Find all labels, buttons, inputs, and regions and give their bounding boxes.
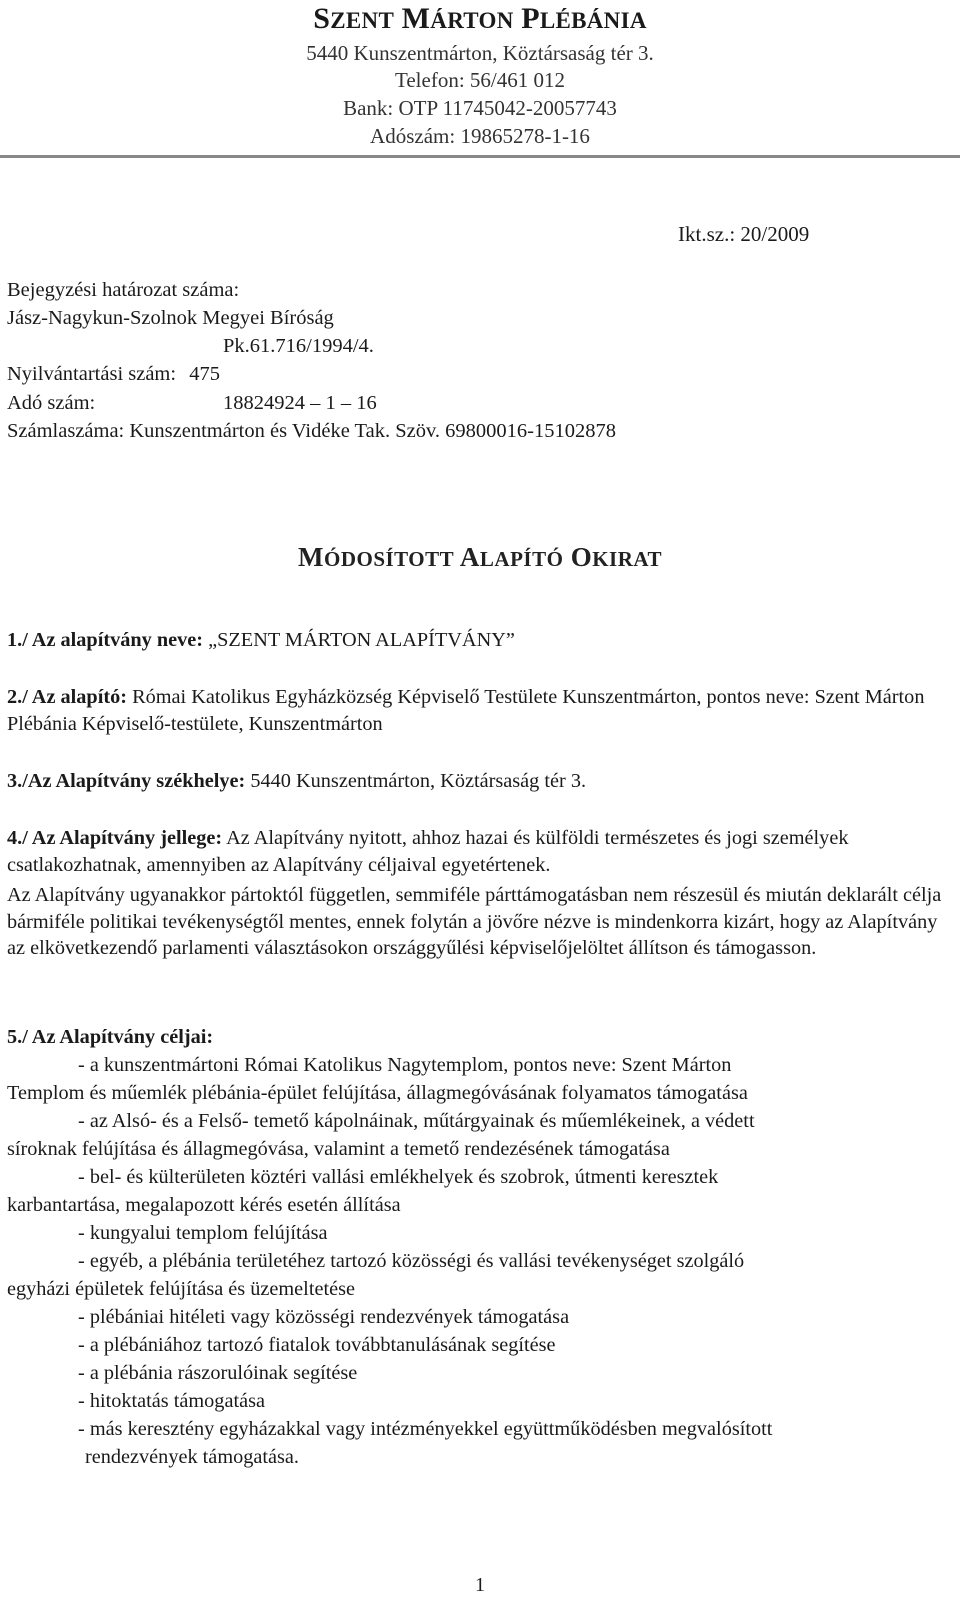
section-1: 1./ Az alapítvány neve: „SZENT MÁRTON ALAPÍTVÁNY” <box>7 629 515 651</box>
section-2: 2./ Az alapító: Római Katolikus Egyházközség Képviselő Testülete Kunszentmárton, pontos neve: Szent Márton Plébánia Képviselő-testülete, Kunszentmárton <box>7 686 925 735</box>
goal-line: - az Alsó- és a Felső- temető kápolnáinak, műtárgyainak és műemlékeinek, a védett <box>78 1110 755 1132</box>
goal-line: - kungyalui templom felújítása <box>78 1222 328 1244</box>
reference-number: Ikt.sz.: 20/2009 <box>678 222 810 246</box>
registry-case-number: Pk.61.716/1994/4. <box>223 335 374 357</box>
section-5-label: 5./ Az Alapítvány céljai: <box>7 1026 214 1048</box>
page-number: 1 <box>475 1574 485 1596</box>
registry-record-number: Nyilvántartási szám: 475 <box>7 363 220 385</box>
organization-address: 5440 Kunszentmárton, Köztársaság tér 3. <box>306 41 654 65</box>
organization-bank: Bank: OTP 11745042-20057743 <box>343 96 617 120</box>
goal-line: - bel- és külterületen köztéri vallási emlékhelyek és szobrok, útmenti keresztek <box>78 1166 719 1188</box>
goal-line: - a kunszentmártoni Római Katolikus Nagytemplom, pontos neve: Szent Márton <box>78 1054 732 1076</box>
section-3: 3./Az Alapítvány székhelye: 5440 Kunszentmárton, Köztársaság tér 3. <box>7 770 587 792</box>
organization-name: SZENT MÁRTON PLÉBÁNIA <box>313 2 647 35</box>
header-divider <box>0 155 960 158</box>
goal-line: Templom és műemlék plébánia-épület felújítása, állagmegóvásának folyamatos támogatása <box>7 1082 748 1104</box>
goal-line: - a plébániához tartozó fiatalok továbbtanulásának segítése <box>78 1334 556 1356</box>
document-title: MÓDOSÍTOTT ALAPÍTÓ OKIRAT <box>298 542 662 572</box>
goal-line: síroknak felújítása és állagmegóvása, valamint a temető rendezésének támogatása <box>7 1138 670 1160</box>
organization-phone: Telefon: 56/461 012 <box>395 68 565 92</box>
goal-line: - más keresztény egyházakkal vagy intézményekkel együttműködésben megvalósított <box>78 1418 773 1440</box>
goal-line: - hitoktatás támogatása <box>78 1390 265 1412</box>
registry-tax-number: Adó szám: 18824924 – 1 – 16 <box>7 392 377 414</box>
goal-line: egyházi épületek felújítása és üzemeltetése <box>7 1278 355 1300</box>
goal-line: - a plébánia rászorulóinak segítése <box>78 1362 358 1384</box>
section-4: 4./ Az Alapítvány jellege: Az Alapítvány nyitott, ahhoz hazai és külföldi természetes és jogi személyek csatlakozhatnak, amennyiben az Alapítvány céljaival egyetértenek. <box>7 827 849 876</box>
section-4-continued: Az Alapítvány ugyanakkor pártoktól független, semmiféle párttámogatásban nem részesül és miután deklarált célja bármiféle politikai tevékenységtől mentes, ennek folytán a jövőre nézve is mindenkorra kizárt, hogy az Alapítvány az elkövetkezendő parlamenti választásokon országgyűlési képviselőjelöltet állítson és támogasson. <box>7 884 942 959</box>
registry-line-1: Bejegyzési határozat száma: <box>7 279 240 301</box>
registry-court: Jász-Nagykun-Szolnok Megyei Bíróság <box>7 307 334 329</box>
goal-line: - plébániai hitéleti vagy közösségi rendezvények támogatása <box>78 1306 570 1328</box>
goal-line: rendezvények támogatása. <box>85 1446 299 1468</box>
organization-tax-number: Adószám: 19865278-1-16 <box>370 124 590 148</box>
goal-line: - egyéb, a plébánia területéhez tartozó közösségi és vallási tevékenységet szolgáló <box>78 1250 745 1272</box>
goal-line: karbantartása, megalapozott kérés esetén állítása <box>7 1194 401 1216</box>
registry-bank-account: Számlaszáma: Kunszentmárton és Vidéke Tak. Szöv. 69800016-15102878 <box>7 420 616 442</box>
